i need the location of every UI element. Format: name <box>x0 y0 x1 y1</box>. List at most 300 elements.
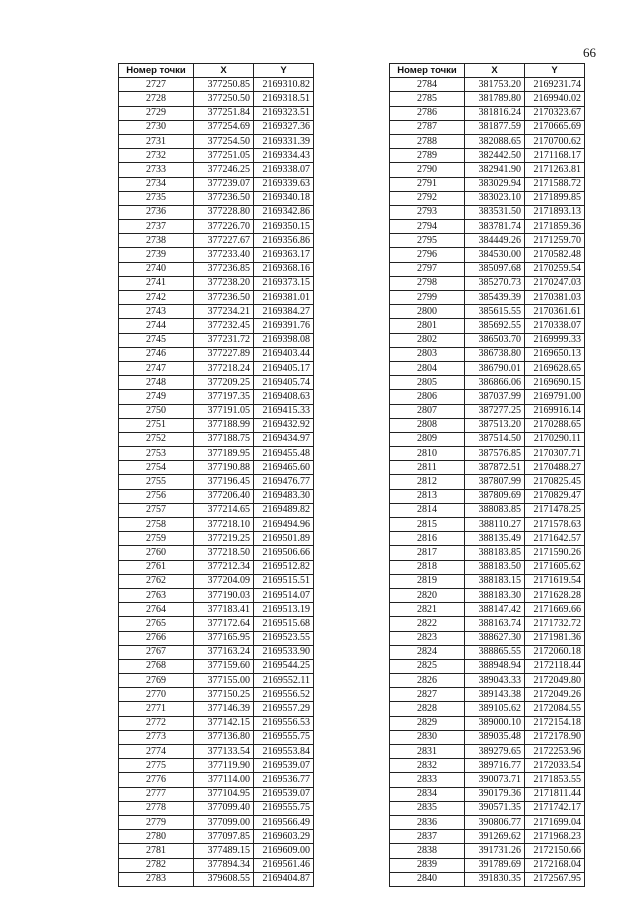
cell-x: 388110.27 <box>465 518 525 532</box>
cell-point-number: 2824 <box>390 645 465 659</box>
table-row <box>390 688 585 702</box>
cell-y: 2169465.60 <box>254 461 314 475</box>
cell-x: 391269.62 <box>465 830 525 844</box>
table-row <box>119 617 314 631</box>
cell-point-number: 2830 <box>390 730 465 744</box>
table-row <box>390 376 585 390</box>
cell-y: 2169539.07 <box>254 787 314 801</box>
table-row <box>119 588 314 602</box>
cell-y: 2169334.43 <box>254 149 314 163</box>
cell-y: 2169603.29 <box>254 830 314 844</box>
cell-point-number: 2750 <box>119 404 194 418</box>
table-row <box>390 106 585 120</box>
table-row <box>119 645 314 659</box>
cell-x: 379608.55 <box>194 872 254 886</box>
cell-point-number: 2758 <box>119 518 194 532</box>
cell-x: 377218.24 <box>194 361 254 375</box>
cell-point-number: 2821 <box>390 603 465 617</box>
cell-point-number: 2790 <box>390 163 465 177</box>
cell-y: 2169434.97 <box>254 432 314 446</box>
table-row <box>390 617 585 631</box>
table-row <box>119 461 314 475</box>
cell-point-number: 2776 <box>119 773 194 787</box>
cell-point-number: 2788 <box>390 134 465 148</box>
cell-x: 389043.33 <box>465 674 525 688</box>
cell-point-number: 2745 <box>119 333 194 347</box>
cell-x: 377172.64 <box>194 617 254 631</box>
cell-point-number: 2780 <box>119 830 194 844</box>
cell-point-number: 2817 <box>390 546 465 560</box>
cell-point-number: 2822 <box>390 617 465 631</box>
cell-y: 2169555.75 <box>254 730 314 744</box>
cell-y: 2169373.15 <box>254 276 314 290</box>
cell-x: 385270.73 <box>465 276 525 290</box>
table-row <box>119 674 314 688</box>
cell-point-number: 2736 <box>119 205 194 219</box>
cell-y: 2171578.63 <box>525 518 585 532</box>
table-row <box>119 844 314 858</box>
cell-x: 382088.65 <box>465 134 525 148</box>
cell-y: 2169557.29 <box>254 702 314 716</box>
cell-x: 388183.30 <box>465 588 525 602</box>
table-row <box>390 347 585 361</box>
header-y: Y <box>254 64 314 78</box>
table-row <box>390 759 585 773</box>
cell-point-number: 2794 <box>390 220 465 234</box>
cell-x: 391830.35 <box>465 872 525 886</box>
table-row <box>390 830 585 844</box>
cell-point-number: 2814 <box>390 503 465 517</box>
cell-y: 2171899.85 <box>525 191 585 205</box>
cell-x: 383781.74 <box>465 220 525 234</box>
cell-point-number: 2798 <box>390 276 465 290</box>
cell-y: 2172049.26 <box>525 688 585 702</box>
cell-x: 377099.40 <box>194 801 254 815</box>
cell-y: 2169940.02 <box>525 92 585 106</box>
table-row <box>390 503 585 517</box>
cell-y: 2169384.27 <box>254 305 314 319</box>
cell-x: 377146.39 <box>194 702 254 716</box>
cell-point-number: 2819 <box>390 574 465 588</box>
cell-y: 2169555.75 <box>254 801 314 815</box>
cell-y: 2169340.18 <box>254 191 314 205</box>
cell-point-number: 2825 <box>390 659 465 673</box>
cell-point-number: 2813 <box>390 489 465 503</box>
table-row <box>390 447 585 461</box>
cell-y: 2169552.11 <box>254 674 314 688</box>
cell-x: 387576.85 <box>465 447 525 461</box>
table-row <box>119 432 314 446</box>
cell-y: 2170247.03 <box>525 276 585 290</box>
cell-x: 377250.50 <box>194 92 254 106</box>
cell-point-number: 2828 <box>390 702 465 716</box>
table-row <box>119 730 314 744</box>
cell-x: 377155.00 <box>194 674 254 688</box>
cell-x: 388183.85 <box>465 546 525 560</box>
cell-point-number: 2753 <box>119 447 194 461</box>
table-row <box>390 588 585 602</box>
cell-point-number: 2807 <box>390 404 465 418</box>
cell-y: 2171168.17 <box>525 149 585 163</box>
cell-x: 377214.65 <box>194 503 254 517</box>
cell-y: 2171478.25 <box>525 503 585 517</box>
cell-x: 388135.49 <box>465 532 525 546</box>
table-row <box>390 702 585 716</box>
header-x: X <box>465 64 525 78</box>
table-row <box>119 574 314 588</box>
cell-y: 2171811.44 <box>525 787 585 801</box>
table-row <box>119 872 314 886</box>
cell-point-number: 2815 <box>390 518 465 532</box>
cell-x: 387872.51 <box>465 461 525 475</box>
cell-y: 2170488.27 <box>525 461 585 475</box>
cell-point-number: 2809 <box>390 432 465 446</box>
cell-x: 381753.20 <box>465 78 525 92</box>
cell-x: 383029.94 <box>465 177 525 191</box>
cell-x: 383023.10 <box>465 191 525 205</box>
cell-point-number: 2799 <box>390 291 465 305</box>
cell-y: 2171732.72 <box>525 617 585 631</box>
table-row <box>119 773 314 787</box>
cell-x: 377218.50 <box>194 546 254 560</box>
table-row <box>119 475 314 489</box>
table-row <box>119 205 314 219</box>
cell-y: 2169515.51 <box>254 574 314 588</box>
cell-point-number: 2741 <box>119 276 194 290</box>
cell-y: 2171259.70 <box>525 234 585 248</box>
cell-y: 2169338.07 <box>254 163 314 177</box>
table-row <box>119 191 314 205</box>
header-y: Y <box>525 64 585 78</box>
cell-point-number: 2766 <box>119 631 194 645</box>
cell-point-number: 2742 <box>119 291 194 305</box>
table-row <box>390 815 585 829</box>
cell-y: 2170290.11 <box>525 432 585 446</box>
cell-point-number: 2795 <box>390 234 465 248</box>
cell-x: 377238.20 <box>194 276 254 290</box>
table-row <box>390 574 585 588</box>
cell-point-number: 2811 <box>390 461 465 475</box>
cell-point-number: 2803 <box>390 347 465 361</box>
cell-y: 2169368.16 <box>254 262 314 276</box>
cell-point-number: 2743 <box>119 305 194 319</box>
table-row <box>119 560 314 574</box>
table-row <box>390 659 585 673</box>
cell-x: 387277.25 <box>465 404 525 418</box>
cell-y: 2169515.68 <box>254 617 314 631</box>
cell-y: 2169398.08 <box>254 333 314 347</box>
table-row <box>390 730 585 744</box>
cell-point-number: 2826 <box>390 674 465 688</box>
cell-point-number: 2761 <box>119 560 194 574</box>
table-row <box>390 645 585 659</box>
cell-point-number: 2797 <box>390 262 465 276</box>
table-row <box>390 291 585 305</box>
cell-y: 2169916.14 <box>525 404 585 418</box>
cell-x: 389105.62 <box>465 702 525 716</box>
table-row <box>119 276 314 290</box>
cell-y: 2169391.76 <box>254 319 314 333</box>
cell-x: 377212.34 <box>194 560 254 574</box>
cell-point-number: 2779 <box>119 815 194 829</box>
table-row <box>119 404 314 418</box>
cell-y: 2170323.67 <box>525 106 585 120</box>
cell-x: 377209.25 <box>194 376 254 390</box>
cell-point-number: 2748 <box>119 376 194 390</box>
table-row <box>390 177 585 191</box>
table-row <box>119 418 314 432</box>
table-row <box>119 659 314 673</box>
table-row <box>119 546 314 560</box>
cell-point-number: 2840 <box>390 872 465 886</box>
cell-point-number: 2728 <box>119 92 194 106</box>
table-row <box>119 234 314 248</box>
cell-x: 377231.72 <box>194 333 254 347</box>
table-row <box>390 844 585 858</box>
table-header-row <box>390 64 585 78</box>
cell-x: 386503.70 <box>465 333 525 347</box>
cell-point-number: 2793 <box>390 205 465 219</box>
header-x: X <box>194 64 254 78</box>
cell-x: 377206.40 <box>194 489 254 503</box>
cell-x: 388627.30 <box>465 631 525 645</box>
cell-x: 377159.60 <box>194 659 254 673</box>
cell-point-number: 2754 <box>119 461 194 475</box>
table-row <box>390 404 585 418</box>
cell-point-number: 2777 <box>119 787 194 801</box>
cell-x: 389035.48 <box>465 730 525 744</box>
cell-y: 2169561.46 <box>254 858 314 872</box>
cell-point-number: 2768 <box>119 659 194 673</box>
cell-point-number: 2733 <box>119 163 194 177</box>
cell-y: 2170288.65 <box>525 418 585 432</box>
cell-x: 377250.85 <box>194 78 254 92</box>
cell-point-number: 2800 <box>390 305 465 319</box>
cell-point-number: 2775 <box>119 759 194 773</box>
cell-point-number: 2762 <box>119 574 194 588</box>
cell-x: 389143.38 <box>465 688 525 702</box>
cell-point-number: 2816 <box>390 532 465 546</box>
cell-point-number: 2730 <box>119 120 194 134</box>
cell-y: 2171699.04 <box>525 815 585 829</box>
cell-point-number: 2833 <box>390 773 465 787</box>
cell-x: 377894.34 <box>194 858 254 872</box>
cell-y: 2169544.25 <box>254 659 314 673</box>
cell-x: 377227.89 <box>194 347 254 361</box>
cell-y: 2170665.69 <box>525 120 585 134</box>
cell-x: 388183.50 <box>465 560 525 574</box>
cell-x: 386738.80 <box>465 347 525 361</box>
cell-point-number: 2784 <box>390 78 465 92</box>
cell-point-number: 2756 <box>119 489 194 503</box>
table-row <box>390 518 585 532</box>
header-point-number: Номер точки <box>119 64 194 78</box>
cell-x: 385692.55 <box>465 319 525 333</box>
table-row <box>390 134 585 148</box>
cell-x: 377104.95 <box>194 787 254 801</box>
cell-point-number: 2838 <box>390 844 465 858</box>
table-row <box>390 674 585 688</box>
table-row <box>390 532 585 546</box>
table-body-right <box>390 78 585 887</box>
table-row <box>119 78 314 92</box>
cell-point-number: 2764 <box>119 603 194 617</box>
cell-x: 377218.10 <box>194 518 254 532</box>
table-row <box>119 603 314 617</box>
cell-x: 377150.25 <box>194 688 254 702</box>
cell-point-number: 2772 <box>119 716 194 730</box>
table-row <box>119 518 314 532</box>
cell-x: 377165.95 <box>194 631 254 645</box>
cell-y: 2172150.66 <box>525 844 585 858</box>
cell-x: 377190.88 <box>194 461 254 475</box>
cell-y: 2171628.28 <box>525 588 585 602</box>
header-point-number: Номер точки <box>390 64 465 78</box>
cell-x: 391789.69 <box>465 858 525 872</box>
cell-point-number: 2837 <box>390 830 465 844</box>
cell-y: 2169356.86 <box>254 234 314 248</box>
cell-y: 2170259.54 <box>525 262 585 276</box>
cell-y: 2172060.18 <box>525 645 585 659</box>
cell-x: 377227.67 <box>194 234 254 248</box>
cell-x: 377114.00 <box>194 773 254 787</box>
table-row <box>390 120 585 134</box>
table-row <box>390 78 585 92</box>
cell-y: 2169363.17 <box>254 248 314 262</box>
cell-point-number: 2806 <box>390 390 465 404</box>
cell-x: 385439.39 <box>465 291 525 305</box>
table-row <box>119 716 314 730</box>
cell-y: 2170700.62 <box>525 134 585 148</box>
table-row <box>390 461 585 475</box>
cell-y: 2169327.36 <box>254 120 314 134</box>
cell-y: 2169650.13 <box>525 347 585 361</box>
cell-point-number: 2796 <box>390 248 465 262</box>
cell-point-number: 2773 <box>119 730 194 744</box>
table-row <box>119 305 314 319</box>
cell-point-number: 2740 <box>119 262 194 276</box>
cell-point-number: 2823 <box>390 631 465 645</box>
cell-x: 388865.55 <box>465 645 525 659</box>
cell-x: 377188.75 <box>194 432 254 446</box>
cell-y: 2169405.74 <box>254 376 314 390</box>
cell-x: 377191.05 <box>194 404 254 418</box>
cell-point-number: 2749 <box>119 390 194 404</box>
cell-y: 2171605.62 <box>525 560 585 574</box>
cell-point-number: 2765 <box>119 617 194 631</box>
table-row <box>390 333 585 347</box>
cell-y: 2169405.17 <box>254 361 314 375</box>
cell-y: 2170338.07 <box>525 319 585 333</box>
table-row <box>119 858 314 872</box>
coordinates-table-left <box>118 63 314 887</box>
table-row <box>390 858 585 872</box>
table-row <box>119 759 314 773</box>
cell-y: 2169331.39 <box>254 134 314 148</box>
table-row <box>390 361 585 375</box>
cell-x: 377236.50 <box>194 191 254 205</box>
cell-x: 377254.50 <box>194 134 254 148</box>
cell-x: 377228.80 <box>194 205 254 219</box>
table-row <box>390 489 585 503</box>
cell-y: 2170825.45 <box>525 475 585 489</box>
cell-point-number: 2747 <box>119 361 194 375</box>
table-row <box>390 787 585 801</box>
table-row <box>390 560 585 574</box>
cell-x: 377099.00 <box>194 815 254 829</box>
table-row <box>119 177 314 191</box>
cell-x: 377226.70 <box>194 220 254 234</box>
cell-x: 389000.10 <box>465 716 525 730</box>
cell-point-number: 2835 <box>390 801 465 815</box>
table-header-row <box>119 64 314 78</box>
cell-x: 388147.42 <box>465 603 525 617</box>
page-number: 66 <box>583 45 596 60</box>
cell-y: 2169350.15 <box>254 220 314 234</box>
table-row <box>119 801 314 815</box>
cell-point-number: 2763 <box>119 588 194 602</box>
cell-y: 2169231.74 <box>525 78 585 92</box>
table-row <box>119 376 314 390</box>
table-row <box>390 716 585 730</box>
table-row <box>390 205 585 219</box>
cell-y: 2172168.04 <box>525 858 585 872</box>
cell-y: 2169432.92 <box>254 418 314 432</box>
cell-point-number: 2818 <box>390 560 465 574</box>
cell-y: 2169403.44 <box>254 347 314 361</box>
cell-y: 2171588.72 <box>525 177 585 191</box>
cell-point-number: 2739 <box>119 248 194 262</box>
cell-x: 390073.71 <box>465 773 525 787</box>
cell-y: 2169339.63 <box>254 177 314 191</box>
cell-x: 377236.85 <box>194 262 254 276</box>
cell-point-number: 2831 <box>390 745 465 759</box>
cell-x: 381816.24 <box>465 106 525 120</box>
table-row <box>119 390 314 404</box>
cell-y: 2169501.89 <box>254 532 314 546</box>
cell-x: 390179.36 <box>465 787 525 801</box>
cell-x: 383531.50 <box>465 205 525 219</box>
table-row <box>119 447 314 461</box>
cell-point-number: 2783 <box>119 872 194 886</box>
cell-y: 2172253.96 <box>525 745 585 759</box>
cell-x: 385615.55 <box>465 305 525 319</box>
cell-y: 2169536.77 <box>254 773 314 787</box>
cell-point-number: 2786 <box>390 106 465 120</box>
cell-point-number: 2778 <box>119 801 194 815</box>
table-row <box>119 688 314 702</box>
table-row <box>119 830 314 844</box>
cell-y: 2169999.33 <box>525 333 585 347</box>
cell-y: 2169553.84 <box>254 745 314 759</box>
cell-point-number: 2727 <box>119 78 194 92</box>
cell-y: 2171981.36 <box>525 631 585 645</box>
cell-y: 2169533.90 <box>254 645 314 659</box>
cell-x: 377233.40 <box>194 248 254 262</box>
cell-x: 377234.21 <box>194 305 254 319</box>
table-row <box>119 120 314 134</box>
cell-y: 2169455.48 <box>254 447 314 461</box>
cell-x: 377489.15 <box>194 844 254 858</box>
cell-x: 377142.15 <box>194 716 254 730</box>
cell-point-number: 2744 <box>119 319 194 333</box>
cell-point-number: 2791 <box>390 177 465 191</box>
cell-y: 2169476.77 <box>254 475 314 489</box>
cell-x: 377236.50 <box>194 291 254 305</box>
table-row <box>390 248 585 262</box>
table-row <box>390 305 585 319</box>
cell-y: 2171669.66 <box>525 603 585 617</box>
